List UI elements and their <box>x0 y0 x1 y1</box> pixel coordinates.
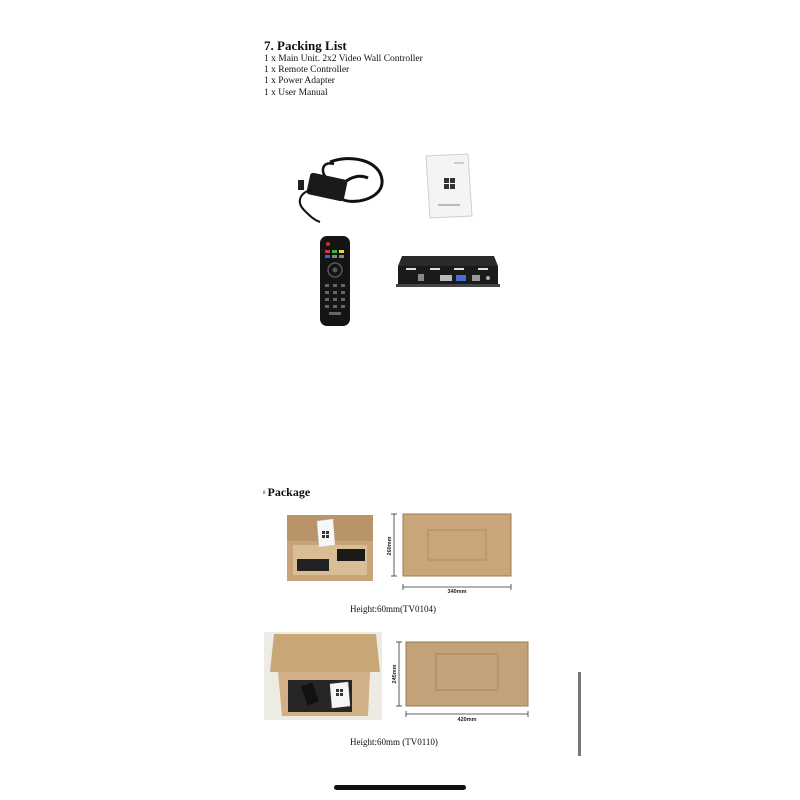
large-closed-box-diagram <box>392 638 532 724</box>
small-open-box-image <box>287 515 373 581</box>
small-box-width-label: 340mm <box>447 589 467 595</box>
section-number: 8 <box>263 490 266 496</box>
list-item: 1 x Remote Controller <box>264 65 350 76</box>
large-package-caption: Height:60mm (TV0110) <box>350 737 438 747</box>
small-package-caption: Height:60mm(TV0104) <box>350 604 436 614</box>
user-manual-image <box>420 152 476 220</box>
home-indicator[interactable] <box>334 785 466 790</box>
scrollbar[interactable] <box>578 672 581 756</box>
list-item: 1 x User Manual <box>264 87 328 98</box>
remote-controller-image <box>315 234 355 328</box>
large-box-width-label: 420mm <box>457 717 477 723</box>
large-open-box-image <box>264 632 382 720</box>
small-closed-box-diagram <box>386 510 514 596</box>
list-item: 1 x Power Adapter <box>264 76 335 87</box>
power-adapter-image <box>290 150 390 230</box>
list-item: 1 x Main Unit. 2x2 Video Wall Controller <box>264 54 423 64</box>
large-box-height-label: 245mm <box>392 664 398 684</box>
small-box-height-label: 260mm <box>387 536 393 556</box>
package-heading-label: Package <box>267 485 311 499</box>
package-heading <box>263 485 310 500</box>
packing-list <box>264 54 423 99</box>
main-unit-image <box>396 254 500 290</box>
packing-list-title: 7. Packing List <box>264 38 347 53</box>
